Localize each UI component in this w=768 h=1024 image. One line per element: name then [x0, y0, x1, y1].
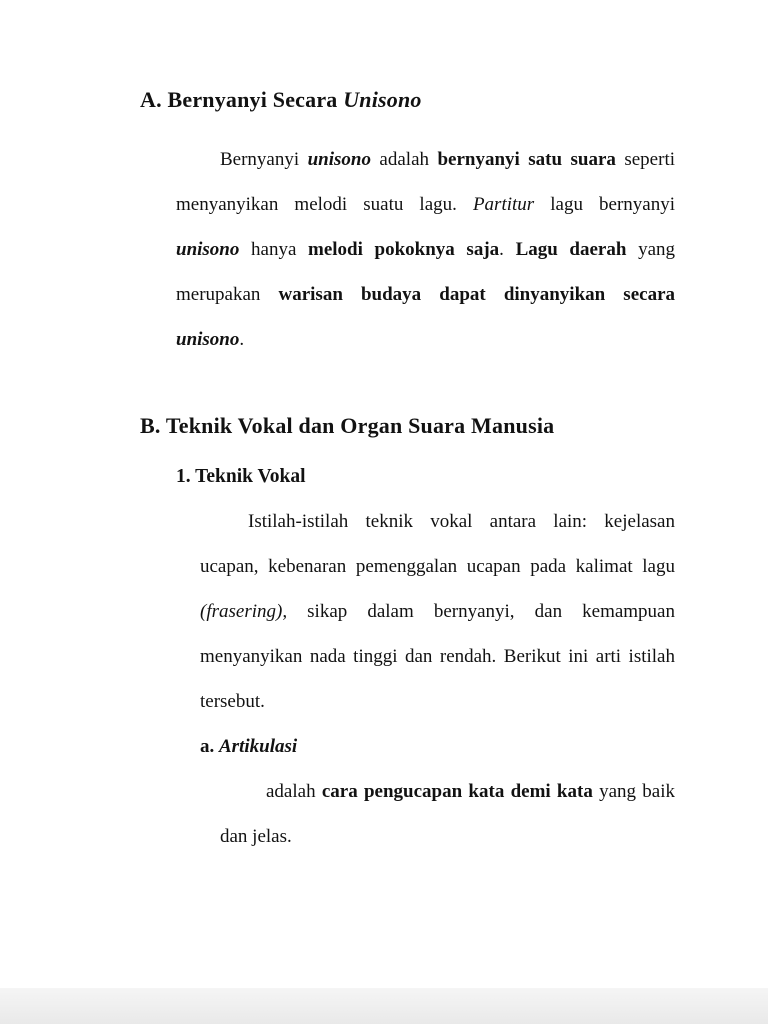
text-run	[486, 284, 504, 305]
text-run: B. Teknik Vokal dan Organ Suara Manusia	[140, 412, 555, 438]
text-run: seperti menyanyikan melodi suatu lagu.	[176, 148, 676, 215]
text-run: Istilah-istilah teknik vokal antara lain: kejelasan ucapan, kebenaran pemenggalan ucapan pada kalimat lagu	[200, 511, 675, 578]
paragraph-istilah-teknik-vokal	[200, 499, 675, 724]
page-bottom-edge	[0, 988, 768, 1024]
heading-section-a	[140, 86, 675, 115]
text-run: a.	[200, 736, 219, 758]
text-run: cara pengucapan kata demi kata	[321, 781, 593, 803]
paragraph-bernyanyi-unisono	[176, 137, 675, 362]
subheading-teknik-vokal	[176, 454, 675, 499]
text-run: yang baik dan jelas.	[220, 781, 676, 848]
text-run: .	[499, 238, 516, 260]
text-run: .	[239, 328, 245, 350]
paragraph-artikulasi-definisi	[220, 769, 675, 859]
text-run: 1. Teknik Vokal	[176, 466, 306, 488]
text-run: adalah	[370, 148, 438, 170]
text-run: yang merupakan	[176, 238, 676, 305]
text-run: lagu bernyanyi	[534, 193, 675, 215]
text-run: Artikulasi	[219, 736, 298, 758]
text-run: unisono	[307, 148, 371, 170]
text-run: adalah	[266, 781, 322, 803]
text-run: unisono	[176, 238, 240, 260]
subheading-artikulasi	[200, 724, 675, 769]
heading-section-b	[140, 412, 675, 441]
text-run: Unisono	[343, 87, 422, 112]
text-run: (frasering),	[200, 601, 288, 623]
text-run: warisan budaya dapat	[278, 283, 486, 305]
text-run: Lagu daerah	[515, 238, 627, 260]
text-run: dinyanyikan secara	[503, 283, 676, 305]
text-run: sikap dalam bernyanyi, dan kemampuan menyanyikan nada tinggi dan rendah. Berikut ini arti istilah tersebut.	[200, 601, 675, 713]
text-run: A. Bernyanyi Secara	[140, 87, 344, 112]
text-run: Partitur	[472, 193, 535, 215]
text-run: Bernyanyi	[220, 148, 308, 170]
text-run: bernyanyi satu suara	[437, 148, 616, 170]
text-run: hanya	[239, 238, 309, 260]
text-run: unisono	[176, 328, 240, 350]
text-run: melodi pokoknya saja	[308, 238, 500, 260]
